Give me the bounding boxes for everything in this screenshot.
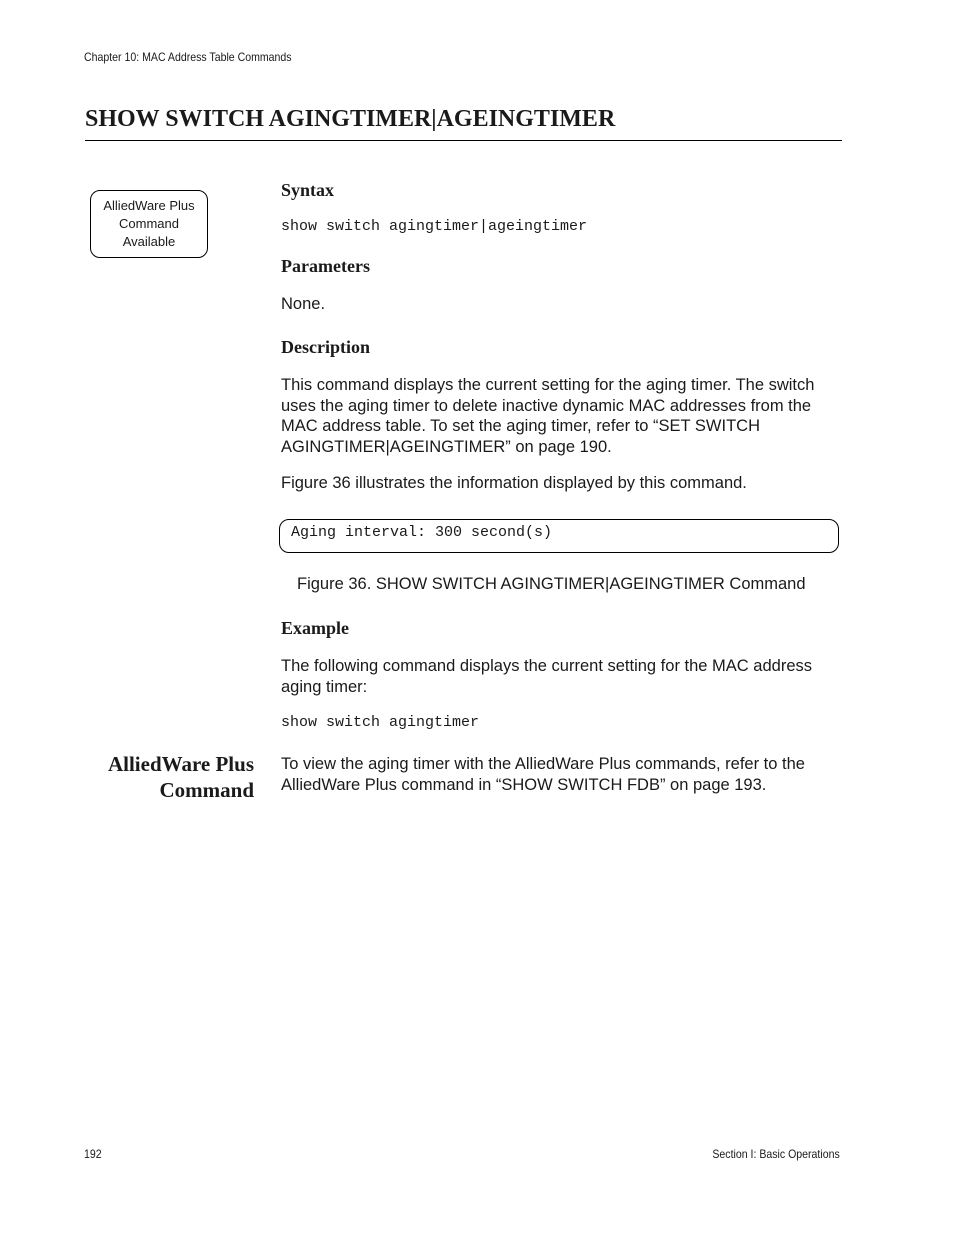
alliedware-plus-heading-line-1: AlliedWare Plus: [107, 752, 254, 776]
syntax-heading: Syntax: [281, 180, 335, 200]
badge-line-1: AlliedWare Plus: [103, 198, 195, 213]
alliedware-plus-text: To view the aging timer with the AlliedWare Plus commands, refer to the AlliedWare Plus command in “SHOW SWITCH FDB” on page 193.: [281, 755, 805, 794]
page-title: SHOW SWITCH AGINGTIMER|AGEINGTIMER: [85, 106, 616, 132]
example-heading: Example: [281, 618, 350, 638]
figure-caption: Figure 36. SHOW SWITCH AGINGTIMER|AGEINGTIMER Command: [297, 575, 806, 593]
chapter-header: Chapter 10: MAC Address Table Commands: [84, 50, 292, 64]
parameters-heading: Parameters: [281, 256, 370, 276]
badge-line-2: Command: [119, 216, 179, 231]
example-command: show switch agingtimer: [281, 714, 480, 731]
description-heading: Description: [281, 337, 370, 357]
command-output-text: Aging interval: 300 second(s): [291, 524, 553, 541]
description-paragraph-1: This command displays the current setting for the aging timer. The switch uses the aging timer to delete inactive dynamic MAC addresses from the MAC address table. To set the aging timer, refer to “SET SWITCH AGINGTIMER|AGEINGTIMER” on page 190.: [281, 376, 815, 456]
badge-line-3: Available: [122, 234, 176, 249]
alliedware-plus-badge: [90, 190, 208, 258]
alliedware-plus-heading-line-2: Command: [159, 778, 254, 802]
parameters-text: None.: [281, 295, 326, 313]
syntax-command: show switch agingtimer|ageingtimer: [281, 218, 588, 235]
description-paragraph-2: Figure 36 illustrates the information displayed by this command.: [281, 474, 747, 492]
footer-section: Section I: Basic Operations: [712, 1147, 840, 1161]
title-rule: [85, 140, 842, 141]
example-text: The following command displays the current setting for the MAC address aging timer:: [281, 657, 812, 696]
alliedware-plus-heading: [108, 751, 254, 803]
page-number: 192: [84, 1147, 102, 1161]
command-output-box: [279, 519, 839, 553]
